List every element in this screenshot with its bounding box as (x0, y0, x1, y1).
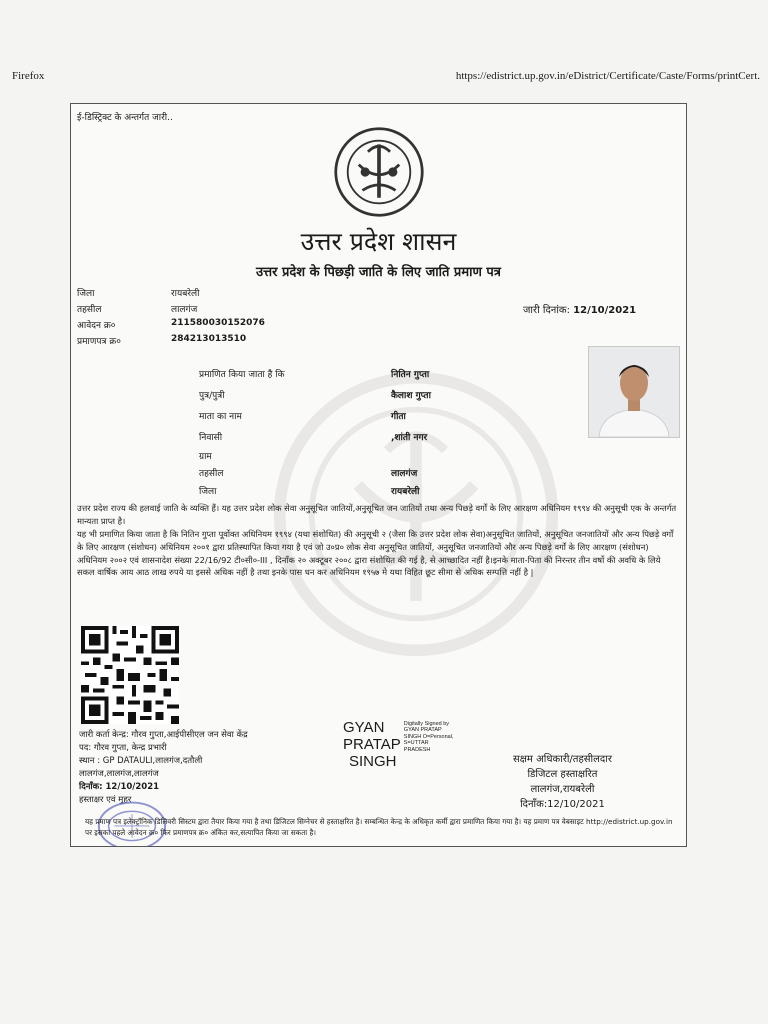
browser-url: https://edistrict.up.gov.in/eDistrict/Certificate/Caste/Forms/printCert. (455, 70, 760, 82)
eligibility-statement: यह भी प्रमाणित किया जाता है कि नितिन गुप्ता पूर्वोक्त अधिनियम १९९४ (यथा संशोधित) की अनुसूची २ (जैसा कि उत्तर प्रदेश लोक सेवा)अनुसूचित जातियों, अनुसूचित जनजातियों और अन्य पिछड़े वर्गों के लिए आरक्षण (संशोधन) अधिनियम २००१ द्वारा प्रतिस्थापित किया गया है एवं जो उ०प्र० लोक सेवा अनुसूचित जातियों, अनुसूचित जनजातियों और अन्य पिछड़े वर्गों के लिए आरक्षण (संशोधन) अधिनियम २००२ एवं शासनादेश संख्या 22/16/92 टी०सी०-III , दिनाँक २० अक्टूबर २००८ द्वारा संशोधित की गई है, से आच्छादित नहीं है।इनके माता-पिता की निरन्तर तीन वर्षो की अवधि के लिये सकल वार्षिक आय आठ लाख रुपये या इससे अधिक नहीं है तथा इनके पास धन कर अधिनियम १९५७ मे यथा विहित छूट सीमा से अधिक सम्पत्ति नहीं है | (77, 529, 674, 578)
issuer-center: जारी कर्ता केन्द्र: गौरव गुप्ता,आईपीसीएल जन सेवा केंद्र (79, 730, 248, 740)
issuer-sign-seal: हस्ताक्षर एवं मुहर (79, 795, 132, 805)
detail-value-residence: ,शांती नगर (391, 433, 428, 443)
field-value-certificate-no: 284213013510 (171, 334, 247, 344)
signature-detail-line: PRADESH (403, 746, 431, 753)
issue-date-label: जारी दिनांक: (523, 305, 570, 316)
verification-note: यह प्रमाण पत्र इलेक्ट्रॉनिक डिलिवरी सिस्टम द्वारा तैयार किया गया है तथा डिजिटल सिग्नेचर से हस्ताक्षरित है। सम्बन्धित केन्द्र के अधिकृत कर्मी द्वारा प्रमाणित किया गया है। यह प्रमाण पत्र वेबसाइट http://edistrict.up.gov.in पर इसका पहले आवेदन क्र० फिर प्रमाणपत्र क्र० अंकित कर,सत्यापित किया जा सकता है। (85, 817, 673, 837)
field-value-tehsil: लालगंज (171, 305, 198, 315)
signature-detail-line: SINGH O=Personal, (403, 733, 454, 740)
browser-app-name: Firefox (12, 70, 45, 82)
applicant-photo (588, 346, 680, 438)
signature-detail-line: S=UTTAR (403, 740, 429, 747)
signature-detail-line: GYAN PRATAP (403, 727, 442, 734)
detail-label-district: जिला (199, 487, 217, 497)
authority-title: सक्षम अधिकारी/तहसीलदार (513, 754, 612, 765)
signature-details (404, 721, 454, 770)
issue-date (523, 302, 636, 316)
detail-value-district: रायबरेली (391, 487, 420, 497)
issuer-date: दिनाँक: 12/10/2021 (79, 782, 160, 792)
detail-label-residence: निवासी (199, 433, 223, 443)
detail-label-parent: पुत्र/पुत्री (199, 391, 225, 401)
signature-detail-line: Digitally Signed by (403, 721, 450, 727)
detail-value-father: कैलाश गुप्ता (391, 391, 431, 401)
detail-label-mother: माता का नाम (199, 412, 242, 422)
qr-code-icon (81, 626, 179, 724)
authority-block (513, 752, 612, 812)
detail-label-certified: प्रमाणित किया जाता है कि (199, 370, 285, 380)
certificate-title: उत्तर प्रदेश के पिछड़ी जाति के लिए जाति प्रमाण पत्र (256, 265, 501, 280)
detail-value-mother: गीता (391, 412, 406, 422)
field-label-district: जिला (77, 289, 95, 299)
field-label-certificate-no: प्रमाणपत्र क्र० (77, 337, 121, 347)
detail-label-tehsil: तहसील (199, 469, 224, 479)
government-title: उत्तर प्रदेश शासन (300, 227, 457, 256)
authority-place: लालगंज,रायबरेली (530, 784, 595, 795)
field-label-tehsil: तहसील (77, 305, 102, 315)
field-label-application-no: आवेदन क्र० (77, 321, 116, 331)
field-value-district: रायबरेली (171, 289, 200, 299)
issuer-address: लालगंज,लालगंज,लालगंज (79, 769, 159, 779)
field-value-application-no: 211580030152076 (171, 318, 265, 328)
caste-statement: उत्तर प्रदेश राज्य की हलवाई जाति के व्यक्ति हैं। यह उत्तर प्रदेश लोक सेवा अनुसूचित जातियों,अनुसूचित जन जातियों तथा अन्य पिछड़े वर्गों के लिए आरक्षण अधिनियम १९९४ की अनुसूची एक के अन्तर्गत मान्यता प्राप्त है। (77, 503, 677, 526)
digital-signature (343, 719, 453, 770)
issuer-post: पद: गौरव गुप्ता, केन्द्र प्रभारी (79, 743, 167, 753)
certificate (70, 103, 687, 847)
detail-value-name: नितिन गुप्ता (391, 370, 430, 380)
signer-name (343, 719, 401, 770)
authority-signed: डिजिटल हस्ताक्षरित (527, 769, 598, 780)
signer-name-line: PRATAP (343, 736, 401, 753)
detail-value-tehsil: लालगंज (391, 469, 418, 479)
issuer-place: स्थान : GP DATAULI,लालगंज,दतौली (79, 756, 203, 766)
detail-label-village: ग्राम (199, 452, 212, 462)
signer-name-line: GYAN (343, 719, 385, 736)
issue-date-value: 12/10/2021 (573, 305, 637, 316)
up-state-emblem-icon (333, 126, 425, 218)
authority-date: दिनाँक:12/10/2021 (520, 799, 605, 810)
issued-under-text: ई-डिस्ट्रिक्ट के अन्तर्गत जारी.. (77, 113, 173, 123)
signer-name-line: SINGH (349, 753, 397, 770)
